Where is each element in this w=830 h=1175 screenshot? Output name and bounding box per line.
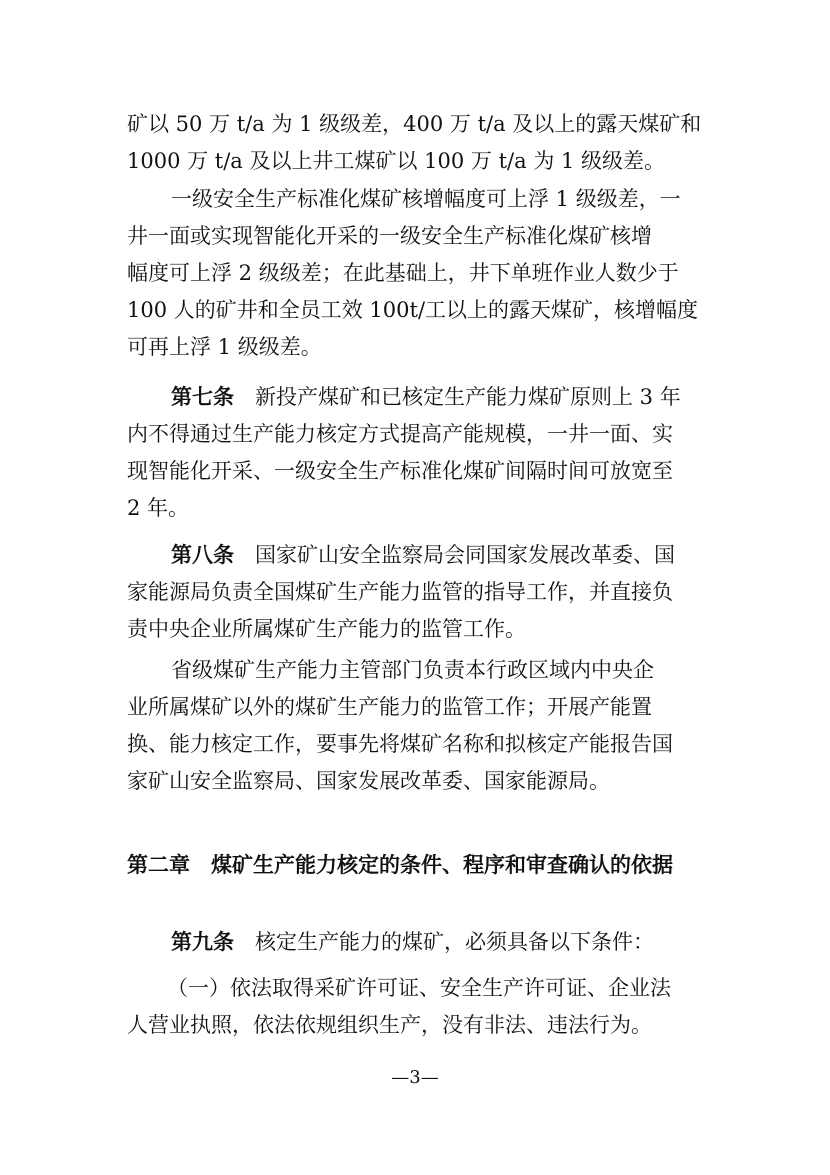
article-9-text: 核定生产能力的煤矿，必须具备以下条件：: [255, 930, 654, 954]
text-line: （一）依法取得采矿许可证、安全生产许可证、企业法: [167, 976, 671, 1000]
article-9: [127, 924, 707, 961]
text-line: 矿以 50 万 t/a 为 1 级级差，400 万 t/a 及以上的露天煤矿和: [127, 112, 702, 136]
text-line: 可再上浮 1 级级差。: [127, 335, 322, 359]
text-line: 内不得通过生产能力核定方式提高产能规模，一井一面、实: [127, 422, 673, 446]
article-8-title: 第八条: [171, 543, 234, 567]
article-8: [127, 537, 707, 648]
text-line: 换、能力核定工作，要事先将煤矿名称和拟核定产能报告国: [127, 732, 673, 756]
text-line: 井一面或实现智能化开采的一级安全生产标准化煤矿核增: [127, 224, 652, 248]
text-line: [127, 924, 707, 961]
text-line: 1000 万 t/a 及以上井工煤矿以 100 万 t/a 为 1 级级差。: [127, 149, 666, 173]
text-line: 人营业执照，依法依规组织生产，没有非法、违法行为。: [127, 1013, 652, 1037]
article-8-text: 国家矿山安全监察局会同国家发展改革委、国: [255, 543, 675, 567]
chapter-heading: 第二章 煤矿生产能力核定的条件、程序和审查确认的依据: [127, 853, 673, 877]
article-7-title: 第七条: [171, 385, 234, 409]
text-line: 省级煤矿生产能力主管部门负责本行政区域内中央企: [171, 658, 654, 682]
paragraph-1: [127, 106, 707, 180]
paragraph-5: [127, 652, 707, 800]
text-line: 业所属煤矿以外的煤矿生产能力的监管工作；开展产能置: [127, 695, 652, 719]
condition-item-1: [127, 970, 707, 1044]
text-line: 责中央企业所属煤矿生产能力的监管工作。: [127, 617, 526, 641]
text-line: [127, 379, 707, 416]
text-line: 幅度可上浮 2 级级差；在此基础上，井下单班作业人数少于: [127, 261, 679, 285]
text-line: 现智能化开采、一级安全生产标准化煤矿间隔时间可放宽至: [127, 459, 673, 483]
text-line: 100 人的矿井和全员工效 100t/工以上的露天煤矿，核增幅度: [127, 298, 699, 322]
text-line: 2 年。: [127, 496, 190, 520]
paragraph-2: [127, 181, 707, 366]
page-number: —3—: [391, 1067, 439, 1088]
article-7-text: 新投产煤矿和已核定生产能力煤矿原则上 3 年: [255, 385, 681, 409]
text-line: 一级安全生产标准化煤矿核增幅度可上浮 1 级级差，一: [171, 187, 681, 211]
article-7: [127, 379, 707, 527]
text-line: 家矿山安全监察局、国家发展改革委、国家能源局。: [127, 769, 610, 793]
text-line: [127, 537, 707, 574]
article-9-title: 第九条: [171, 930, 234, 954]
text-line: 家能源局负责全国煤矿生产能力监管的指导工作，并直接负: [127, 580, 673, 604]
